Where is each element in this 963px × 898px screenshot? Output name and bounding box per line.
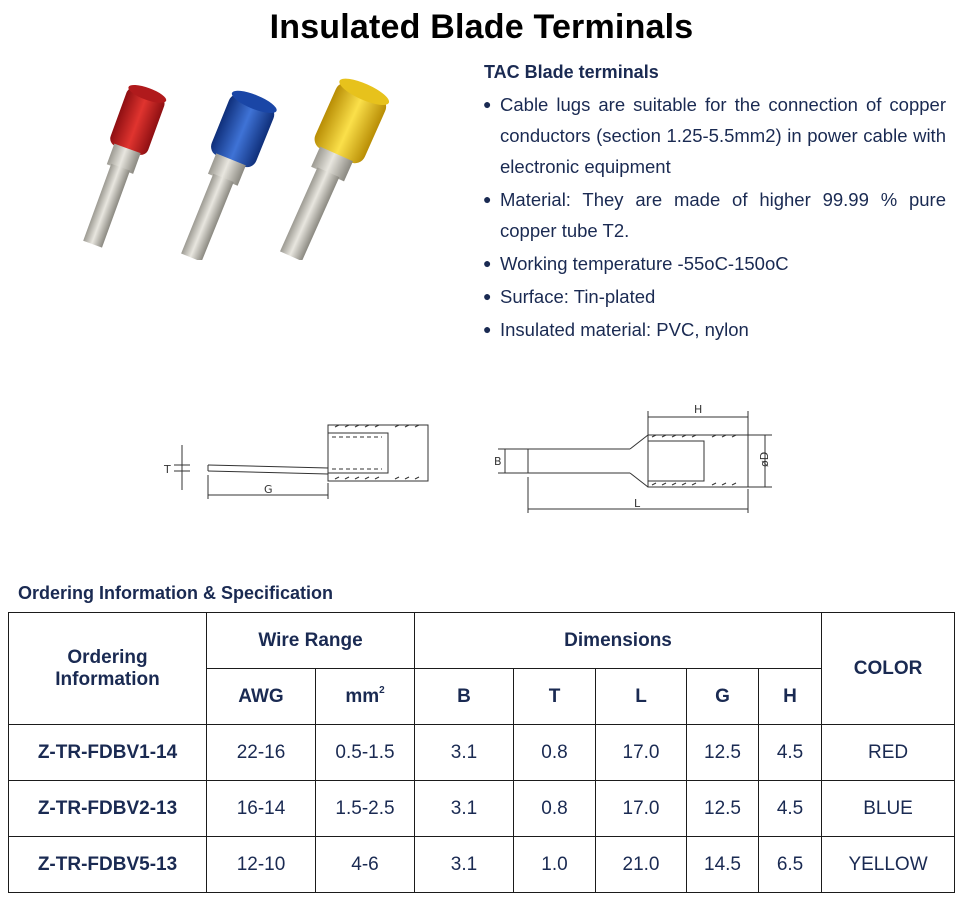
list-item: ● Working temperature -55oC-150oC: [484, 248, 946, 279]
cell-code: Z-TR-FDBV2-13: [9, 781, 207, 837]
cell-t: 0.8: [514, 725, 596, 781]
cell-g: 14.5: [687, 837, 759, 893]
cell-awg: 16-14: [207, 781, 316, 837]
cell-mm: 4-6: [316, 837, 415, 893]
header-awg: AWG: [207, 669, 316, 725]
list-item: ● Insulated material: PVC, nylon: [484, 314, 946, 345]
cell-h: 4.5: [759, 725, 822, 781]
cell-mm: 1.5-2.5: [316, 781, 415, 837]
header-h: H: [759, 669, 822, 725]
cell-t: 1.0: [514, 837, 596, 893]
bullet-icon: ●: [483, 96, 492, 112]
spec-heading: TAC Blade terminals: [484, 62, 659, 82]
cell-code: Z-TR-FDBV1-14: [9, 725, 207, 781]
header-b: B: [415, 669, 514, 725]
spec-list: [484, 89, 946, 345]
cell-mm: 0.5-1.5: [316, 725, 415, 781]
header-dimensions: Dimensions: [415, 613, 822, 669]
cell-l: 17.0: [596, 781, 687, 837]
dim-label-h: H: [694, 403, 703, 416]
cell-l: 17.0: [596, 725, 687, 781]
dim-label-l: L: [634, 497, 641, 510]
header-t: T: [514, 669, 596, 725]
red-terminal: [74, 81, 168, 251]
cell-g: 12.5: [687, 781, 759, 837]
header-g: G: [687, 669, 759, 725]
blue-terminal: [169, 86, 279, 260]
cell-color: YELLOW: [822, 837, 955, 893]
header-l: L: [596, 669, 687, 725]
list-item: ● Material: They are made of higher 99.99 % pure copper tube T2.: [484, 184, 946, 246]
dim-label-g: G: [264, 483, 273, 496]
dim-label-d: øD: [758, 451, 771, 467]
technical-drawing: [160, 395, 780, 525]
spec-table: [8, 612, 955, 893]
bullet-icon: ●: [483, 255, 492, 271]
yellow-terminal: [266, 74, 392, 260]
cell-code: Z-TR-FDBV5-13: [9, 837, 207, 893]
cell-color: BLUE: [822, 781, 955, 837]
header-wire-range: Wire Range: [207, 613, 415, 669]
cell-t: 0.8: [514, 781, 596, 837]
cell-b: 3.1: [415, 837, 514, 893]
cell-h: 4.5: [759, 781, 822, 837]
table-row: [9, 781, 955, 837]
cell-awg: 22-16: [207, 725, 316, 781]
cell-color: RED: [822, 725, 955, 781]
cell-b: 3.1: [415, 781, 514, 837]
dim-label-t: T: [164, 463, 171, 476]
bullet-icon: ●: [483, 288, 492, 304]
section-title: Ordering Information & Specification: [18, 583, 334, 603]
cell-g: 12.5: [687, 725, 759, 781]
cell-h: 6.5: [759, 837, 822, 893]
bullet-icon: ●: [483, 321, 492, 337]
header-ordering: Ordering Information: [9, 613, 207, 725]
cell-l: 21.0: [596, 837, 687, 893]
cell-awg: 12-10: [207, 837, 316, 893]
list-item: ● Cable lugs are suitable for the connection of copper conductors (section 1.25-5.5mm2) in power cable with electronic equipment: [484, 89, 946, 182]
list-item: ● Surface: Tin-plated: [484, 281, 946, 312]
spec-block: [484, 62, 946, 347]
side-view: [174, 425, 428, 499]
page-title: Insulated Blade Terminals: [269, 8, 694, 46]
dim-label-b: B: [494, 455, 502, 468]
header-color: COLOR: [822, 613, 955, 725]
product-photo: [30, 70, 450, 260]
table-row: [9, 837, 955, 893]
cell-b: 3.1: [415, 725, 514, 781]
table-row: [9, 725, 955, 781]
header-mm: $mm^2$: [316, 669, 415, 725]
bullet-icon: ●: [483, 191, 492, 207]
